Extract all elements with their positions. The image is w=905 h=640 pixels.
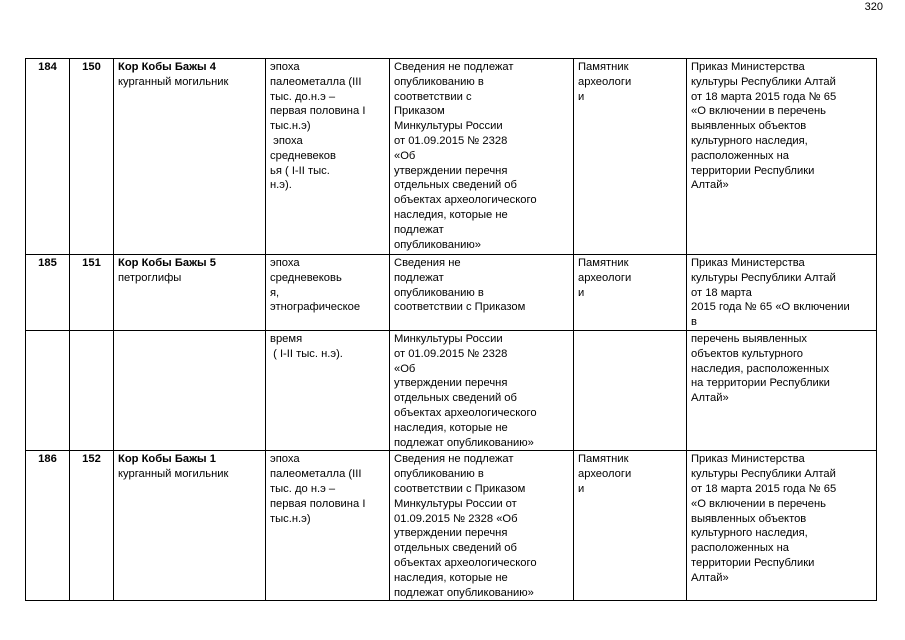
document-cell-line: наследия, расположенных [691, 362, 830, 375]
publication-note-cell-line: 01.09.2015 № 2328 «Об [394, 512, 518, 525]
publication-note-cell-line: подлежат [394, 271, 444, 284]
document-cell-line: «О включении в перечень [691, 497, 826, 510]
dating-cell-line: эпоха [270, 257, 300, 269]
document-cell-line: выявленных объектов [691, 512, 807, 525]
publication-note-cell-line: опубликованию в [394, 286, 484, 299]
publication-note-cell-line: соответствии с [394, 90, 472, 103]
document-cell-line: территории Республики [691, 556, 815, 569]
registry-number [70, 330, 114, 450]
publication-note-cell-line: Сведения не подлежат [394, 61, 514, 73]
category-cell-line: археологи [578, 75, 632, 88]
document-cell [687, 255, 877, 331]
page-number: 320 [864, 1, 883, 13]
document-cell-line: расположенных на [691, 149, 790, 162]
object-name-cell [114, 255, 266, 331]
dating-cell-line: тыс. до.н.э – [270, 90, 336, 103]
publication-note-cell-line: подлежат опубликованию» [394, 436, 534, 449]
object-name: Кор Кобы Бажы 5 [118, 257, 216, 269]
dating-cell-line: эпоха [270, 61, 300, 73]
category-cell [574, 255, 687, 331]
publication-note-cell-line: опубликованию в [394, 75, 484, 88]
category-cell-line: и [578, 286, 585, 299]
publication-note-cell-line: наследия, которые не [394, 571, 508, 584]
dating-cell-line: я, [270, 286, 280, 299]
object-name: Кор Кобы Бажы 4 [118, 61, 216, 73]
dating-cell-line: время [270, 332, 303, 345]
category-cell-line: археологи [578, 271, 632, 284]
publication-note-cell-line: утверждении перечня [394, 377, 508, 390]
publication-note-cell [390, 451, 574, 601]
category-cell [574, 59, 687, 255]
document-cell-line: выявленных объектов [691, 120, 807, 133]
publication-note-cell-line: отдельных сведений об [394, 392, 517, 405]
category-cell-line: Памятник [578, 257, 629, 269]
category-cell-line: Памятник [578, 453, 629, 466]
row-number: 184 [26, 59, 70, 255]
document-cell-line: «О включении в перечень [691, 105, 826, 118]
category-cell [574, 330, 687, 450]
dating-cell-line: н.э). [270, 179, 292, 192]
dating-cell-line: эпоха [270, 134, 303, 147]
table-row [26, 330, 877, 450]
publication-note-cell-line: Минкультуры России [394, 332, 503, 345]
publication-note-cell-line: объектах археологического [394, 556, 537, 569]
dating-cell-line: средневеков [270, 149, 336, 162]
document-cell-line: перечень выявленных [691, 332, 807, 345]
object-name-cell [114, 59, 266, 255]
row-number: 186 [26, 451, 70, 601]
publication-note-cell-line: Сведения не [394, 257, 461, 269]
publication-note-cell-line: объектах археологического [394, 406, 537, 419]
publication-note-cell-line: наследия, которые не [394, 208, 508, 221]
publication-note-cell-line: «Об [394, 362, 416, 375]
object-type: курганный могильник [118, 468, 229, 481]
publication-note-cell-line: от 01.09.2015 № 2328 [394, 134, 508, 147]
category-cell-line: Памятник [578, 61, 629, 73]
document-cell [687, 330, 877, 450]
publication-note-cell-line: Сведения не подлежат [394, 453, 514, 466]
dating-cell-line: ья ( I-II тыс. [270, 164, 330, 177]
object-type: петроглифы [118, 271, 182, 284]
document-cell-line: культуры Республики Алтай [691, 75, 836, 88]
dating-cell-line: палеометалла (III [270, 468, 362, 481]
publication-note-cell [390, 255, 574, 331]
dating-cell [266, 255, 390, 331]
document-cell-line: от 18 марта 2015 года № 65 [691, 90, 837, 103]
document-cell [687, 451, 877, 601]
document-cell [687, 59, 877, 255]
publication-note-cell-line: опубликованию в [394, 468, 484, 481]
row-number [26, 330, 70, 450]
dating-cell-line: ( I-II тыс. н.э). [270, 347, 343, 360]
publication-note-cell-line: Приказом [394, 105, 445, 118]
document-cell-line: культуры Республики Алтай [691, 468, 836, 481]
publication-note-cell-line: Минкультуры России [394, 120, 503, 133]
publication-note-cell-line: соответствии с Приказом [394, 482, 526, 495]
dating-cell-line: тыс. до н.э – [270, 482, 336, 495]
document-cell-line: Алтай» [691, 392, 729, 405]
dating-cell [266, 330, 390, 450]
dating-cell [266, 451, 390, 601]
registry-number: 151 [70, 255, 114, 331]
dating-cell-line: тыс.н.э) [270, 512, 311, 525]
row-number: 185 [26, 255, 70, 331]
table-row [26, 59, 877, 255]
registry-number: 152 [70, 451, 114, 601]
document-cell-line: культурного наследия, [691, 527, 808, 540]
document-cell-line: от 18 марта [691, 286, 752, 299]
object-type: курганный могильник [118, 75, 229, 88]
table-row [26, 451, 877, 601]
dating-cell-line: первая половина I [270, 105, 366, 118]
table-row [26, 255, 877, 331]
dating-cell-line: палеометалла (III [270, 75, 362, 88]
registry-number: 150 [70, 59, 114, 255]
dating-cell-line: эпоха [270, 453, 300, 466]
publication-note-cell-line: подлежат [394, 223, 444, 236]
document-cell-line: Алтай» [691, 179, 729, 192]
publication-note-cell-line: утверждении перечня [394, 164, 508, 177]
category-cell [574, 451, 687, 601]
publication-note-cell-line: отдельных сведений об [394, 542, 517, 555]
object-name-cell [114, 451, 266, 601]
publication-note-cell-line: утверждении перечня [394, 527, 508, 540]
document-cell-line: Приказ Министерства [691, 257, 805, 269]
document-cell-line: расположенных на [691, 542, 790, 555]
publication-note-cell [390, 59, 574, 255]
publication-note-cell-line: отдельных сведений об [394, 179, 517, 192]
document-cell-line: в [691, 316, 697, 329]
publication-note-cell-line: подлежат опубликованию» [394, 586, 534, 599]
document-cell-line: Приказ Министерства [691, 453, 805, 466]
document-cell-line: Алтай» [691, 571, 729, 584]
publication-note-cell-line: «Об [394, 149, 416, 162]
dating-cell-line: средневековь [270, 271, 342, 284]
document-cell-line: от 18 марта 2015 года № 65 [691, 482, 837, 495]
category-cell-line: и [578, 482, 585, 495]
publication-note-cell-line: от 01.09.2015 № 2328 [394, 347, 508, 360]
publication-note-cell-line: соответствии с Приказом [394, 301, 526, 314]
object-name-cell [114, 330, 266, 450]
publication-note-cell-line: наследия, которые не [394, 421, 508, 434]
publication-note-cell-line: объектах археологического [394, 194, 537, 207]
dating-cell-line: первая половина I [270, 497, 366, 510]
dating-cell-line: этнографическое [270, 301, 361, 314]
publication-note-cell-line: Минкультуры России от [394, 497, 517, 510]
publication-note-cell-line: опубликованию» [394, 238, 482, 251]
document-cell-line: культурного наследия, [691, 134, 808, 147]
object-name: Кор Кобы Бажы 1 [118, 453, 216, 466]
document-cell-line: объектов культурного [691, 347, 804, 360]
category-cell-line: и [578, 90, 585, 103]
dating-cell-line: тыс.н.э) [270, 120, 311, 133]
category-cell-line: археологи [578, 468, 632, 481]
monuments-table [25, 58, 877, 601]
document-cell-line: культуры Республики Алтай [691, 271, 836, 284]
document-cell-line: на территории Республики [691, 377, 830, 390]
document-cell-line: 2015 года № 65 «О включении [691, 301, 850, 314]
publication-note-cell [390, 330, 574, 450]
dating-cell [266, 59, 390, 255]
document-cell-line: территории Республики [691, 164, 815, 177]
document-cell-line: Приказ Министерства [691, 61, 805, 73]
